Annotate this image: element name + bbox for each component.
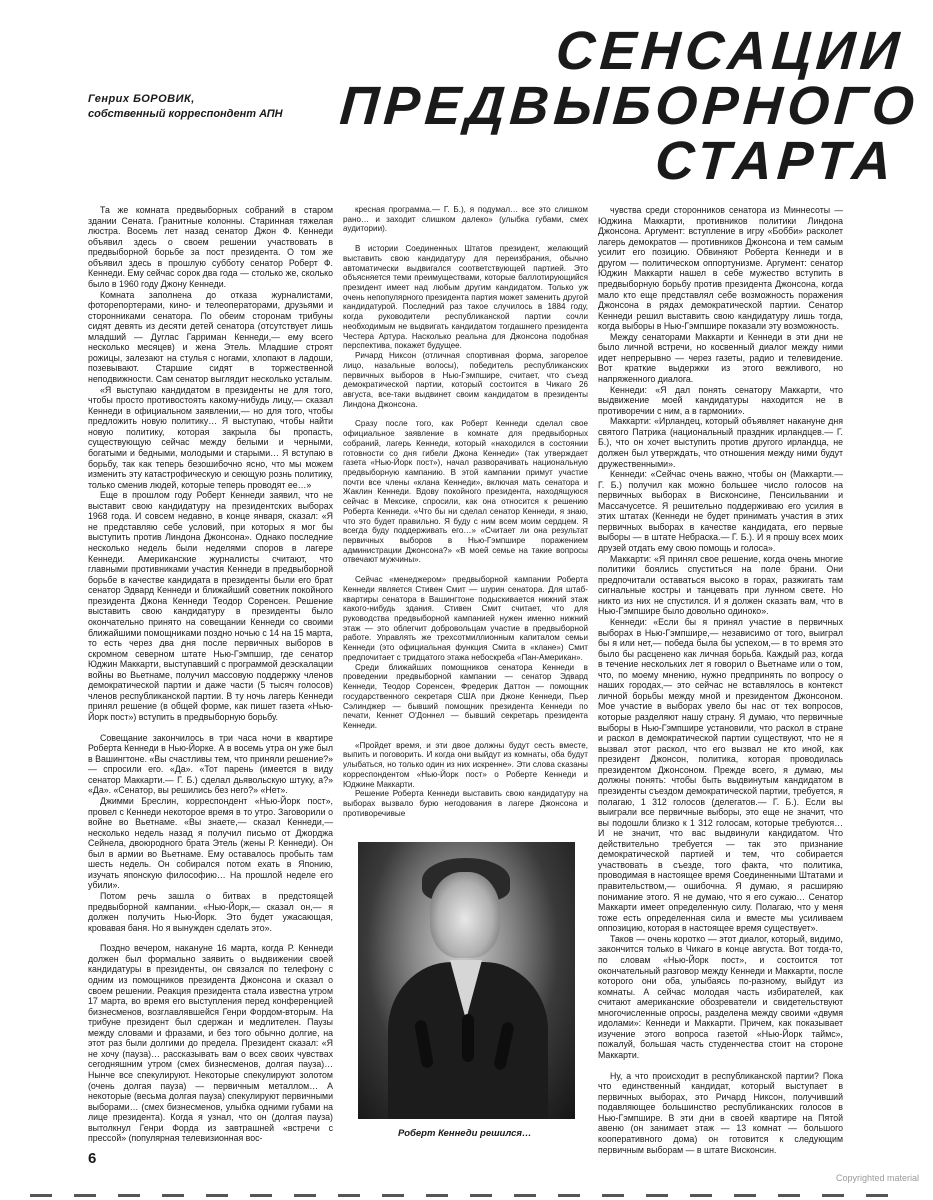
paragraph: Ричард Никсон (отличная спортивная форма, загорелое лицо, назальные волосы), победитель республиканских первичных выборов в Нью-Гэмпшире, считает, что съезд демократической партии, который состоится в Чикаго 26 августа, все-таки выдвинет своим кандидатом в президенты Линдона Джонсона. — [343, 351, 588, 409]
byline-role: собственный корреспондент АПН — [88, 108, 283, 120]
paragraph: Между сенаторами Маккарти и Кеннеди в эти дни не было личной встречи, но косвенный диалог между ними идет непрерывно — через газеты, радио и телевидение. Вот краткие выдержки из этого вежливого, но напряженного диалога. — [598, 331, 843, 384]
paragraph: Кеннеди: «Если бы я принял участие в первичных выборах в Нью-Гэмпшире,— независимо от того, выиграл бы я или нет,— победа была бы успехом,— в то время это было бы расценено как личная борьба. Каждый раз, когда в течение нескольких лет я говорил о Вьетнаме или о том, что, по моему мнению, нужно предпринять по вопросу о наших городах,— это сейчас не вставлялось в контекст личной борьбы между мной и президентом Джонсоном. Мое участие в выборах увело бы нас от тех вопросов, которые разделяют нашу страну. Я думаю, что первичные выборы в Нью-Гэмпшире установили, что раскол в стране и раскол в демократической партии существуют, что не я вызвал этот раскол, что его вызвал не кто иной, как президент Джонсон, политика, которая проводилась президентом Джонсоном. Прежде всего, я думаю, мы должны понять: чтобы быть выдвинутым кандидатом в президенты съездом демократической партии, требуется, я полагаю, 1 312 голосов (делегатов.— Г. Б.). Если вы выиграли все первичные выборы, это еще не значит, что вы подошли близко к 1 312 голосам, которые требуются… И не значит, что вас выдвинули кандидатом. Что действительно требуется — так это признание демократической партией и тем, что собирается участвовать в съезде, того факта, что политика, проводимая в настоящее время Соединенными Штатами и правительством,— ошибочна. Я думаю, я расширяю понимание этого. Я не думаю, что я его сужаю… Сенатор Маккарти имеет определенную силу. Полагаю, что у меня тоже есть определенная сила и вместе мы усиливаем оппозицию, которая в настоящее время существует». — [598, 616, 843, 934]
paragraph: Ну, а что происходит в республиканской партии? Пока что единственный кандидат, который выступает в первичных выборах, это Ричард Никсон, получивший подавляющее большинство республиканских голосов в Нью-Гэмпшире. В эти дни в своей квартире на Пятой авеню (он занимает этаж — 13 комнат — большого кооперативного дома) он готовится к следующим первичным выборам — в штате Висконсин. — [598, 1070, 843, 1155]
text-column-3 — [598, 205, 843, 1165]
paragraph: Еще в прошлом году Роберт Кеннеди заявил, что не выставит свою кандидатуру на президентских выборах 1968 года. И совсем недавно, в конце января, сказал: «Я не представляю себе условий, при которых я мог бы выступить против Линдона Джонсона». Однако последние несколько недель были неделями споров в лагере Кеннеди. Американские журналисты считают, что главными противниками участия Кеннеди в предвыборной борьбе в качестве кандидата в президенты были его брат сенатор Эдвард Кеннеди и ближайший советник покойного президента Джона Кеннеди Теодор Соренсен. Решение выставить свою кандидатуру в президенты было окончательно принято на совещании Кеннеди со своими ближайшими помощниками поздно ночью с 14 на 15 марта, то есть через два дня после первичных выборов в скромном северном штате Нью-Гэмпшир, где сенатор Юджин Маккарти, выступавший с программой деэскалации войны во Вьетнаме, получил массовую поддержку членов демократической партии и даже части (5 тысяч голосов) членов республиканской партии. В ту ночь лагерь Кеннеди принял решение (в общей форме, как пишет газета «Нью-Йорк пост») вступить в предвыборную борьбу. — [88, 490, 333, 722]
paragraph: Решение Роберта Кеннеди выставить свою кандидатуру на выборах вызвало бурю негодования в лагере Джонсона и противоречивые — [343, 789, 588, 818]
paragraph: Маккарти: «Я принял свое решение, когда очень многие политики боялись спуститься на поле брани. Они предпочитали оставаться высоко в горах, разжигать там сигнальные костры и танцевать при лунном свете. Но никто из них не спустился. И я должен сказать вам, что в Нью-Гэмпшире было довольно одиноко». — [598, 553, 843, 617]
paragraph: Таков — очень коротко — этот диалог, который, видимо, закончится только в Чикаго в конце августа. Вот тогда-то, по словам «Нью-Йорк пост», и состоится тот окончательный разговор между Кеннеди и Маккарти, после которого они оба, улыбаясь по-разному, выйдут из комнаты. А сейчас молодая часть избирателей, как считают американские обозреватели и свидетельствуют многочисленные опросы, разделена между своими «двумя идолами»: Кеннеди и Маккарти. Причем, как показывает изучение этого вопроса газетой «Нью-Йорк таймс», пожалуй, большая часть студенчества стоит на стороне Маккарти. — [598, 933, 843, 1060]
paragraph: кресная программа.— Г. Б.), я подумал… все это слишком рано… и заходит слишком далеко» (улыбка губами, смех аудитории). — [343, 205, 588, 234]
kennedy-photo — [358, 842, 575, 1119]
paragraph: Кеннеди: «Сейчас очень важно, чтобы он (Маккарти.— Г. Б.) получил как можно большее число голосов на первичных выборах в Висконсине, Пенсильвании и Массачусетсе. Я решительно поддерживаю его усилия в этих штатах (Кеннеди не будет принимать участия в этих первичных выборах в качестве кандидата, его первые выборы — в штате Небраска.— Г. Б.). И я прошу всех моих друзей отдать ему свою помощь и голоса». — [598, 469, 843, 553]
paragraph: Совещание закончилось в три часа ночи в квартире Роберта Кеннеди в Нью-Йорке. А в восемь утра он уже был в Вашингтоне. «Вы счастливы тем, что приняли решение?» — спросили его. «Да». «Тот парень (имеется в виду сенатор Маккарти.— Г. Б.) сделал дьявольскую штуку, а?» «Да». «Сенатор, вы решились без него?» «Нет». — [88, 732, 333, 796]
paragraph: «Пройдет время, и эти двое должны будут сесть вместе, выпить и поговорить. И когда они выйдут из комнаты, оба будут улыбаться, но только один из них искренне». Эти слова сказаны корреспондентом «Нью-Йорк пост» о Роберте Кеннеди и Юджине Маккарти. — [343, 740, 588, 789]
paragraph: Та же комната предвыборных собраний в старом здании Сената. Гранитные колонны. Старинная тяжелая люстра. Восемь лет назад сенатор Джон Ф. Кеннеди объявил здесь о своем решении участвовать в предвыборной борьбе за пост президента. О том же объявил здесь в прошлую субботу сенатор Роберт Ф. Кеннеди. Ему сейчас сорок два года — столько же, сколько было в 1960 году Джону Кеннеди. — [88, 205, 333, 289]
paragraph: Комната заполнена до отказа журналистами, фоторепортерами, кино- и телеоператорами, друзьями и сторонниками сенатора. По обеим сторонам трибуны сидят девять из десяти детей сенатора (отсутствует лишь младший — Дуглас Гарриман Кеннеди,— ему всего несколько месяцев) и жена Этель. Младшие строят рожицы, залезают на стулья с ногами, хлопают в ладоши, позевывают. Старшие сидят в торжественной неподвижности. Сам сенатор выглядит несколько усталым. — [88, 289, 333, 384]
paragraph: «Я выступаю кандидатом в президенты не для того, чтобы просто противостоять какому-нибудь лицу,— сказал Кеннеди в официальном заявлении,— но для того, чтобы предложить новую политику… Я выступаю, чтобы найти новую политику, которая закрыла бы пропасть, существующую сейчас между белыми и черными, богатыми и бедными, молодыми и старыми… Я вступаю в борьбу, так как теперь безошибочно ясно, что мы можем изменить эту катастрофическую и сеющую рознь политику, только сменив людей, которые теперь проводят ее…» — [88, 384, 333, 490]
copyright-notice: Copyrighted material — [835, 1173, 919, 1183]
paragraph: Поздно вечером, накануне 16 марта, когда Р. Кеннеди должен был формально заявить о выдвижении своей кандидатуры в президенты, он связался по телефону с одним из помощников президента Джонсона и сказал о своем решении. Реакция президента стала известна утром 17 марта, во время его выступления перед конференцией бизнесменов, возглавлявшейся Генри Фордом-вторым. На трибуне президент был сдержан и медлителен. Паузы между словами и фразами, и без того обычно долгие, на этот раз были долгими до предела. Президент сказал: «Я не хочу (пауза)… рассказывать вам о всех своих чувствах сегодняшним утром (смех бизнесменов, долгая пауза)… Нынче все спекулируют. Некоторые спекулируют золотом (очень долгая пауза) — первичным металлом… А некоторые (весьма долгая пауза) спекулируют первичными выборами… (смех бизнесменов, улыбка одними губами на лице президента). Когда я узнал, что он (долгая пауза) вытолкнул Генри Форда из завтрашней «встречи с прессой» (популярная телевизионная вос- — [88, 943, 333, 1144]
byline — [88, 92, 338, 122]
paragraph: Сразу после того, как Роберт Кеннеди сделал свое официальное заявление в комнате для предвыборных собраний, лагерь Кеннеди, который «находился в состоянии готовности со дня гибели Джона Кеннеди» (так утверждает газета «Нью-Йорк пост»), начал разворачивать национальную предвыборную кампанию. В этой кампании примут участие почти все члены «клана Кеннеди», включая мать сенатора и Жаклин Кеннеди. Вдову покойного президента, находящуюся сейчас в Мексике, спросили, как она относится к решению Роберта Кеннеди. «Что бы ни сделал сенатор Кеннеди, я знаю, что это будет правильно. Я буду с ним всем моим сердцем. Я всегда буду поддерживать его…» «Считает ли она результат первичных выборов в Нью-Гэмпшире поражением администрации Джонсона?» «В моей семье на такие вопросы отвечают мужчины». — [343, 419, 588, 565]
microphone-icon — [462, 1014, 474, 1062]
paragraph: Джимми Бреслин, корреспондент «Нью-Йорк пост», провел с Кеннеди некоторое время в то утро. Заговорили о войне во Вьетнаме. «Вы знаете,— сказал Кеннеди,— несколько недель назад я получил письмо от Джорджа Сейнела, двоюродного брата Этель (жены Р. Кеннеди). Он был в армии во Вьетнаме. Ему оставалось пробыть там шесть недель. Он собирался потом ехать в Японию, изучать японскую философию… На прошлой неделе его убили». — [88, 795, 333, 891]
headline-line-2: ПРЕДВЫБОРНОГО — [337, 76, 921, 136]
bottom-dashed-rule — [30, 1194, 910, 1197]
paragraph: Потом речь зашла о битвах в предстоящей предвыборной кампании. «Нью-Йорк,— сказал он,— я должен получить Нью-Йорк. Это будет ужасающая, кровавая баня. Но я вынужден сделать это». — [88, 891, 333, 933]
paragraph: Сейчас «менеджером» предвыборной кампании Роберта Кеннеди является Стивен Смит — шурин сенатора. Для штаб-квартиры сенатора в Вашингтоне подыскивается нижний этаж какого-нибудь здания. Стивен Смит считает, что для руководства предвыборной кампанией нужен именно нижний этаж — это облегчит добровольцам участие в предвыборной работе. Управлять же трехсотмиллионным капиталом семьи Кеннеди (это официальная функция Смита в «клане») Смит предпочитает с тридцатого этажа небоскреба «Пан-Американ». — [343, 575, 588, 662]
paragraph: чувства среди сторонников сенатора из Миннесоты — Юджина Маккарти, противников политики Линдона Джонсона. Аргумент: вступление в игру «Бобби» расколет лагерь демократов — противников Джонсона и тем самым усилит его позицию. Обвиняют Роберта Кеннеди и в другом — политическом оппортунизме. Аргумент: сенатор Юджин Маккарти нашел в себе мужество вступить в предвыборную борьбу против президента Джонсона, когда мало кто еще представлял себе возможность поражения Джонсона в рядах демократической партии. Сенатор Кеннеди решил выставить свою кандидатуру лишь тогда, когда выборы в Нью-Гэмпшире показали эту возможность. — [598, 205, 843, 332]
headline-line-1: СЕНСАЦИИ — [554, 21, 906, 81]
text-column-1 — [88, 205, 333, 1150]
paragraph: Среди ближайших помощников сенатора Кеннеди в проведении предвыборной кампании — сенатор Эдвард Кеннеди, Теодор Соренсен, Фредерик Даттон — помощник государственного секретаря США при Джоне Кеннеди, Пьер Сэлинджер — бывший помощник президента Кеннеди по печати, Кеннет О'Доннел — бывший секретарь президента Кеннеди. — [343, 662, 588, 730]
headline-line-3: СТАРТА — [653, 131, 899, 191]
page-number: 6 — [88, 1150, 97, 1167]
text-column-2 — [343, 205, 588, 835]
photo-caption: Роберт Кеннеди решился… — [398, 1128, 532, 1139]
headline — [334, 21, 921, 191]
paragraph: В истории Соединенных Штатов президент, желающий выставить свою кандидатуру для переизбрания, обычно автоматически выдвигался соответствующей партией. Это объясняется теми преимуществами, которые баллотирующийся президент имеет над любым другим кандидатом. Только уж очень непопулярного президента партия может заменить другой кандидатурой. Последний раз такое случилось в 1884 году, когда руководители республиканской партии сочли необходимым не выдвигать кандидатом тогдашнего президента Честера Артура. Насколько реальна для Джонсона подобная перспектива, покажет будущее. — [343, 244, 588, 351]
paragraph: Кеннеди: «Я дал понять сенатору Маккарти, что выдвижение моей кандидатуры находится не в противоречии с ним, а в гармонии». — [598, 384, 843, 416]
byline-author: Генрих БОРОВИК, — [88, 93, 195, 105]
paragraph: Маккарти: «Ирландец, который объявляет накануне дня святого Патрика (национальный праздник ирландцев.— Г. Б.), что он хочет выступить против другого ирландца, не должен был утверждать, что отношения между ними будут дружественными». — [598, 416, 843, 469]
photo-figure-face — [430, 872, 500, 958]
